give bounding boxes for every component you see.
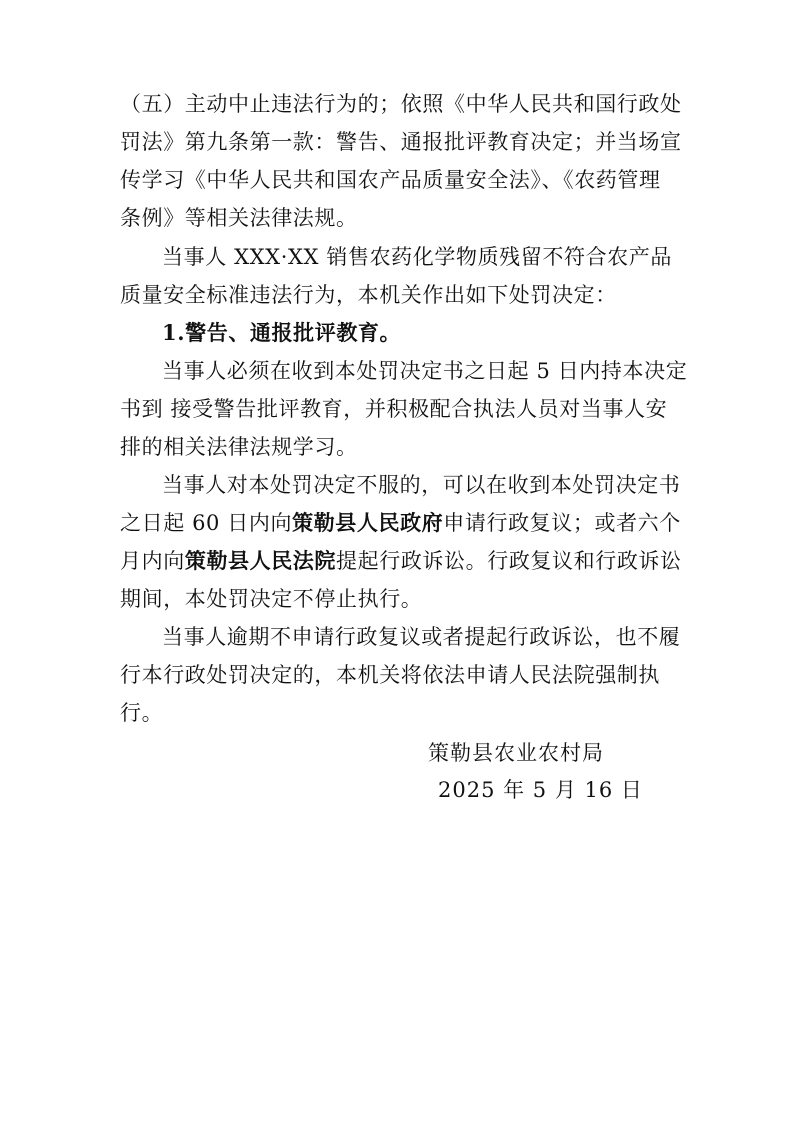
appeal-line: 当事人对本处罚决定不服的，可以在收到本处罚决定书: [162, 473, 681, 497]
gov-name: 策勒县人民政府: [292, 510, 444, 535]
intro-line: 罚法》第九条第一款：警告、通报批评教育决定；并当场宣: [120, 130, 682, 154]
appeal-line: 期间，本处罚决定不停止执行。: [120, 587, 423, 611]
signature-date: 2025 年 5 月 16 日: [438, 778, 643, 802]
intro-line: （五）主动中止违法行为的；依照《中华人民共和国行政处: [120, 92, 682, 116]
appeal-text: 月内向: [120, 549, 185, 573]
appeal-line: [120, 545, 682, 577]
appeal-line: [120, 507, 681, 539]
decision-line: 质量安全标准违法行为，本机关作出如下处罚决定：: [120, 283, 617, 307]
intro-line: 条例》等相关法律法规。: [120, 206, 358, 230]
obligation-line: 书到 接受警告批评教育，并积极配合执法人员对当事人安: [120, 397, 668, 421]
obligation-line: 当事人必须在收到本处罚决定书之日起 5 日内持本决定: [162, 359, 688, 383]
court-name: 策勒县人民法院: [184, 548, 337, 573]
signature-authority: 策勒县农业农村局: [428, 741, 604, 765]
enforcement-line: 行本行政处罚决定的，本机关将依法申请人民法院强制执: [120, 663, 660, 687]
decision-line: 当事人 XXX·XX 销售农药化学物质残留不符合农产品: [162, 245, 672, 269]
intro-line: 传学习《中华人民共和国农产品质量安全法》、《农药管理: [120, 168, 661, 192]
obligation-line: 排的相关法律法规学习。: [120, 435, 358, 459]
enforcement-line: 当事人逾期不申请行政复议或者提起行政诉讼，也不履: [162, 625, 681, 649]
appeal-text: 提起行政诉讼。行政复议和行政诉讼: [336, 549, 682, 573]
enforcement-line: 行。: [120, 701, 164, 725]
penalty-item: 1.警告、通报批评教育。: [162, 320, 402, 345]
appeal-text: 申请行政复议；或者六个: [443, 511, 681, 535]
appeal-text: 之日起 60 日内向: [120, 511, 293, 535]
